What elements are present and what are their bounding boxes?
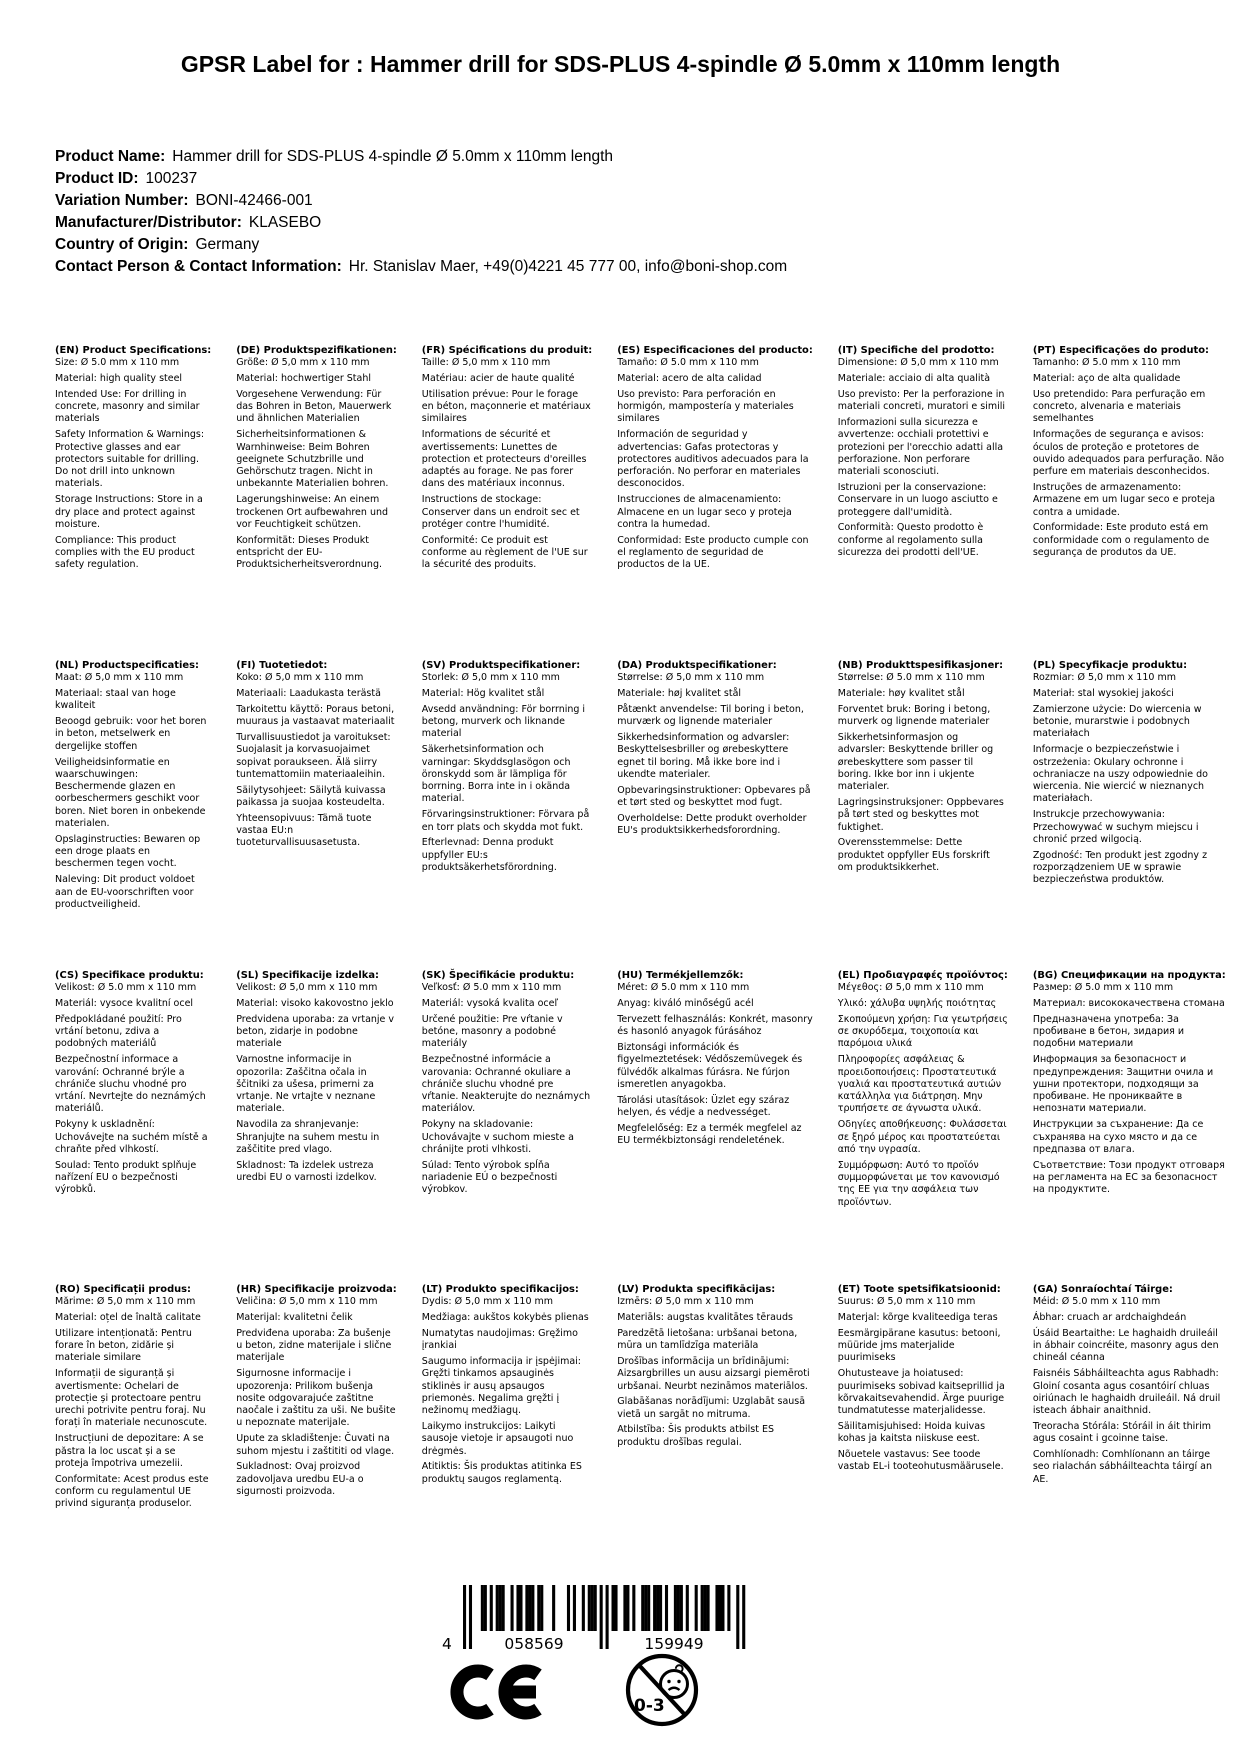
spec-paragraph: Atbilstība: Šis produkts atbilst ES produktu drošības regulai. [617, 1424, 774, 1448]
spec-heading: (GA) Sonraíochtaí Táirge: [1032, 1284, 1173, 1295]
spec-paragraph: Tervezett felhasználás: Konkrét, masonry és hasonló anyagok fúrásához [617, 1013, 813, 1038]
spec-paragraph: Predviđena uporaba: Za bušenje u beton, zidne materijale i slične materijale [236, 1327, 392, 1364]
spec-paragraph: Předpokládané použití: Pro vrtání betonu, zdiva a podobných materiálů [55, 1013, 182, 1050]
spec-heading: (ET) Toote spetsifikatsioonid: [837, 1284, 1001, 1295]
product-field-value: 100237 [145, 170, 198, 187]
age-warning-icon [622, 1650, 702, 1734]
spec-paragraph: Paredzētā lietošana: urbšanai betona, mūra un tamlīdzīga materiāla [617, 1327, 798, 1352]
spec-paragraph: Medžiaga: aukštos kokybės plienas [421, 1312, 589, 1324]
spec-paragraph: Съответствие: Този продукт отговаря на регламента на ЕС за безопасност на продуктите. [1032, 1159, 1225, 1196]
barcode-left-group: 058569 [504, 1635, 564, 1653]
spec-paragraph: Sikkerhedsinformation og advarsler: Beskyttelsesbriller og ørebeskyttere egnet til boring. Må ikke bore ind i ukendte materialer. [617, 731, 790, 780]
age-warning-svg [622, 1650, 702, 1730]
spec-paragraph: Vorgesehene Verwendung: Für das Bohren in Beton, Mauerwerk und ähnlichen Materialien [236, 388, 392, 425]
spec-grid [55, 345, 1226, 1514]
spec-paragraph: Numatytas naudojimas: Gręžimo įrankiai [421, 1327, 578, 1352]
spec-paragraph: Konformität: Dieses Produkt entspricht der EU-Produktsicherheitsverordnung. [236, 534, 382, 571]
spec-paragraph: Υλικό: χάλυβα υψηλής ποιότητας [837, 998, 997, 1010]
spec-paragraph: Tamanho: Ø 5.0 mm x 110 mm [1032, 357, 1181, 369]
spec-paragraph: Overensstemmelse: Dette produktet oppfyller EUs forskrift om produktsikkerhet. [837, 837, 990, 873]
spec-heading: (PT) Especificações do produto: [1032, 345, 1209, 356]
spec-block-en [55, 345, 223, 660]
product-field-value: BONI-42466-001 [195, 192, 313, 209]
product-field-label: Country of Origin: [55, 236, 189, 253]
product-field-label: Variation Number: [55, 192, 189, 209]
spec-paragraph: Nõuetele vastavus: See toode vastab EL-i tooteohutusmäärusele. [837, 1449, 1004, 1473]
spec-paragraph: Instrukcje przechowywania: Przechowywać w suchym miejscu i chronić przed wilgocią. [1032, 809, 1199, 845]
spec-block-el [838, 970, 1020, 1284]
spec-paragraph: Eesmärgipärane kasutus: betooni, müüride jms materjalide puurimiseks [837, 1327, 1001, 1364]
spec-heading: (LV) Produkta specifikācijas: [617, 1284, 776, 1295]
spec-block-hu [617, 970, 825, 1284]
spec-paragraph: Säilitamisjuhised: Hoida kuivas kohas ja kaitsta niiskuse eest. [837, 1420, 986, 1445]
spec-paragraph: Súlad: Tento výrobok spĺňa nariadenie EÚ o bezpečnosti výrobkov. [421, 1159, 558, 1196]
spec-heading: (NL) Productspecificaties: [55, 660, 199, 671]
spec-paragraph: Tarkoitettu käyttö: Poraus betoni, muuraus ja vastaavat materiaalit [236, 703, 395, 728]
spec-paragraph: Инструкции за съхранение: Да се съхранява на сухо място и да се предпазва от влага. [1032, 1119, 1204, 1155]
age-warning-text: 0-3 [634, 1696, 665, 1716]
spec-block-da [617, 660, 825, 970]
spec-paragraph: Οδηγίες αποθήκευσης: Φυλάσσεται σε ξηρό μέρος και προστατεύεται από την υγρασία. [837, 1119, 1007, 1155]
product-field-row [55, 256, 787, 278]
spec-heading: (SK) Špecifikácie produktu: [421, 970, 575, 981]
product-field-value: Hr. Stanislav Maer, +49(0)4221 45 777 00, info@boni-shop.com [348, 258, 788, 275]
spec-paragraph: Glabāšanas norādījumi: Uzglabāt sausā vietā un sargāt no mitruma. [617, 1396, 806, 1420]
spec-paragraph: Material: visoko kakovostno jeklo [236, 998, 394, 1010]
spec-paragraph: Mărime: Ø 5,0 mm x 110 mm [55, 1296, 196, 1308]
spec-paragraph: Saugumo informacija ir įspėjimai: Gręžti tinkamos apsauginės stiklinės ir ausų apsaugos priemonės. Negalima gręžti į nežinomų medžiagų. [421, 1355, 582, 1417]
spec-paragraph: Megfelelőség: Ez a termék megfelel az EU termékbiztonsági rendeletének. [617, 1122, 802, 1147]
spec-paragraph: Compliance: This product complies with the EU product safety regulation. [55, 534, 195, 571]
spec-paragraph: Varnostne informacije in opozorila: Zaščitna očala in ščitniki za ušesa, primerni za vrtanje. Ne vrtajte v neznane materiale. [236, 1054, 376, 1115]
spec-paragraph: Bezpečnostní informace a varování: Ochranné brýle a chrániče sluchu vhodné pro vrtání. Nevrtejte do neznámých materiálů. [55, 1054, 206, 1115]
spec-paragraph: Opbevaringsinstruktioner: Opbevares på et tørt sted og beskyttet mod fugt. [617, 784, 811, 808]
spec-paragraph: Informações de segurança e avisos: óculos de proteção e protetores de ouvido adequados para perfuração. Não perfure em materiais desconhecidos. [1032, 429, 1225, 478]
spec-heading: (HR) Specifikacije proizvoda: [236, 1284, 397, 1295]
spec-block-cs [55, 970, 223, 1284]
spec-paragraph: Materiāls: augstas kvalitātes tērauds [617, 1312, 793, 1324]
spec-paragraph: Velikost: Ø 5,0 mm x 110 mm [236, 982, 378, 994]
spec-paragraph: Dydis: Ø 5,0 mm x 110 mm [421, 1296, 554, 1308]
spec-paragraph: Påtænkt anvendelse: Til boring i beton, murværk og lignende materialer [617, 703, 804, 728]
spec-heading: (DE) Produktspezifikationen: [236, 345, 397, 356]
spec-heading: (FI) Tuotetiedot: [236, 660, 328, 671]
spec-paragraph: Navodila za shranjevanje: Shranjujte na suhem mestu in zaščitite pred vlago. [236, 1119, 380, 1155]
ean13-barcode [430, 1583, 760, 1659]
spec-paragraph: Pokyny k uskladnění: Uchovávejte na suchém místě a chraňte před vlhkostí. [55, 1119, 208, 1155]
barcode-lead-digit: 4 [442, 1635, 452, 1653]
spec-paragraph: Informations de sécurité et avertissements: Lunettes de protection et protecteurs d'oreilles adaptés au forage. Ne pas forer dans des matériaux inconnus. [421, 429, 587, 490]
spec-heading: (SL) Specifikacije izdelka: [236, 970, 379, 981]
spec-paragraph: Instrucciones de almacenamiento: Almacene en un lugar seco y proteja contra la humedad. [617, 494, 792, 530]
spec-block-bg [1033, 970, 1238, 1284]
spec-block-fr [422, 345, 604, 660]
barcode-right-group: 159949 [644, 1635, 704, 1653]
spec-block-es [617, 345, 825, 660]
spec-heading: (SV) Produktspecifikationer: [421, 660, 581, 671]
spec-paragraph: Dimensione: Ø 5,0 mm x 110 mm [837, 357, 999, 369]
spec-heading: (HU) Termékjellemzők: [617, 970, 744, 981]
spec-block-sl [236, 970, 409, 1284]
spec-paragraph: Sukladnost: Ovaj proizvod zadovoljava uredbu EU-a o sigurnosti proizvoda. [236, 1461, 364, 1497]
spec-paragraph: Conformitate: Acest produs este conform cu regulamentul UE privind siguranța produselor. [55, 1473, 209, 1510]
spec-paragraph: Skladnost: Ta izdelek ustreza uredbi EU o varnosti izdelkov. [236, 1159, 377, 1183]
spec-block-lv [617, 1284, 825, 1514]
product-field-row [55, 190, 787, 212]
spec-paragraph: Säkerhetsinformation och varningar: Skyddsglasögon och öronskydd som är lämpliga för borrning. Borra inte in i okända material. [421, 744, 571, 805]
spec-heading: (CS) Specifikace produktu: [55, 970, 204, 981]
product-field-value: Hammer drill for SDS-PLUS 4-spindle Ø 5.0mm x 110mm length [172, 148, 613, 165]
spec-paragraph: Drošības informācija un brīdinājumi: Aizsargbrilles un ausu aizsargi piemēroti urbšanai. Neurbt nezināmos materiālos. [617, 1355, 810, 1392]
spec-paragraph: Size: Ø 5.0 mm x 110 mm [55, 357, 180, 369]
spec-heading: (EL) Προδιαγραφές προϊόντος: [837, 970, 1008, 981]
spec-paragraph: Material: hochwertiger Stahl [236, 373, 372, 385]
spec-paragraph: Materjal: kõrge kvaliteediga teras [837, 1312, 998, 1324]
product-field-row [55, 234, 787, 256]
spec-paragraph: Úsáid Beartaithe: Le haghaidh druileáil in ábhair coincréite, masonry agus den chineál céanna [1032, 1327, 1219, 1364]
spec-paragraph: Instrucțiuni de depozitare: A se păstra la loc uscat și a se proteja împotriva umezelii. [55, 1433, 204, 1469]
product-field-label: Contact Person & Contact Information: [55, 258, 342, 275]
product-field-label: Product ID: [55, 170, 139, 187]
spec-heading: (DA) Produktspecifikationer: [617, 660, 777, 671]
spec-paragraph: Utilisation prévue: Pour le forage en béton, maçonnerie et matériaux similaires [421, 388, 591, 425]
spec-paragraph: Materiál: vysoce kvalitní ocel [55, 998, 194, 1010]
spec-paragraph: Instructions de stockage: Conserver dans un endroit sec et protéger contre l'humidité. [421, 494, 580, 530]
spec-paragraph: Instruções de armazenamento: Armazene em um lugar seco e proteja contra a umidade. [1032, 481, 1216, 518]
spec-paragraph: Размер: Ø 5.0 mm x 110 mm [1032, 982, 1174, 994]
spec-heading: (BG) Спецификации на продукта: [1032, 970, 1226, 981]
spec-paragraph: Sicherheitsinformationen & Warnhinweise: Beim Bohren geeignete Schutzbrille und Gehörschutz tragen. Nicht in unbekannte Materialien bohren. [236, 429, 389, 490]
spec-paragraph: Sigurnosne informacije i upozorenja: Prilikom bušenja nosite odgovarajuće zaštitne naočale i zaštitu za uši. Ne bušite u nepoznate materijale. [236, 1368, 396, 1429]
spec-paragraph: Efterlevnad: Denna produkt uppfyller EU:s produktsäkerhetsförordning. [421, 837, 557, 873]
spec-paragraph: Materiale: høj kvalitet stål [617, 688, 742, 700]
spec-paragraph: Opslaginstructies: Bewaren op een droge plaats en beschermen tegen vocht. [55, 833, 201, 870]
spec-paragraph: Zgodność: Ten produkt jest zgodny z rozporządzeniem UE w sprawie bezpieczeństwa produktów. [1032, 849, 1208, 886]
spec-paragraph: Istruzioni per la conservazione: Conservare in un luogo asciutto e proteggere dall'umidità. [837, 481, 998, 518]
spec-paragraph: Sikkerhetsinformasjon og advarsler: Beskyttende briller og ørebeskyttere som passer til boring. Ikke bor inn i ukjente materialer. [837, 731, 994, 793]
spec-paragraph: Μέγεθος: Ø 5,0 mm x 110 mm [837, 982, 984, 994]
spec-paragraph: Informații de siguranță și avertismente: Ochelari de protecție și protectoare pentru urechi potrivite pentru foraj. Nu forați în materiale necunoscute. [55, 1368, 208, 1429]
spec-paragraph: Safety Information & Warnings: Protective glasses and ear protectors suitable for drilling. Do not drill into unknown materials. [55, 429, 205, 490]
spec-paragraph: Atitiktis: Šis produktas atitinka ES produktų saugos reglamentą. [421, 1461, 582, 1485]
spec-heading: (LT) Produkto specifikacijos: [421, 1284, 579, 1295]
spec-paragraph: Информация за безопасност и предупреждения: Защитни очила и ушни протектори, подходящи за пробиване. Не прониквайте в непознати материали. [1032, 1054, 1214, 1115]
spec-paragraph: Materiál: vysoká kvalita oceľ [421, 998, 559, 1010]
spec-paragraph: Storlek: Ø 5,0 mm x 110 mm [421, 672, 560, 684]
spec-heading: (FR) Spécifications du produit: [421, 345, 593, 356]
spec-paragraph: Lagerungshinweise: An einem trockenen Ort aufbewahren und vor Feuchtigkeit schützen. [236, 494, 389, 530]
spec-paragraph: Conformidad: Este producto cumple con el reglamento de seguridad de productos de la UE. [617, 534, 809, 571]
spec-paragraph: Comhlíonadh: Comhlíonann an táirge seo rialachán sábháilteachta táirgí an AE. [1032, 1449, 1212, 1485]
spec-paragraph: Veľkosť: Ø 5.0 mm x 110 mm [421, 982, 562, 994]
spec-paragraph: Utilizare intenționată: Pentru forare în beton, zidărie și materiale similare [55, 1327, 192, 1364]
spec-paragraph: Avsedd användning: För borrning i betong, murverk och liknande material [421, 703, 586, 740]
spec-block-pt [1033, 345, 1238, 660]
spec-paragraph: Tárolási utasítások: Üzlet egy száraz helyen, és védje a nedvességet. [617, 1094, 790, 1118]
spec-heading: (PL) Specyfikacje produktu: [1032, 660, 1188, 671]
product-field-label: Product Name: [55, 148, 166, 165]
spec-paragraph: Predvidena uporaba: za vrtanje v beton, zidarje in podobne materiale [236, 1013, 395, 1050]
spec-heading: (EN) Product Specifications: [55, 345, 212, 356]
spec-paragraph: Material: high quality steel [55, 373, 183, 385]
spec-block-et [838, 1284, 1020, 1514]
spec-paragraph: Материал: висококачествена стомана [1032, 998, 1225, 1010]
spec-paragraph: Naleving: Dit product voldoet aan de EU-voorschriften voor productveiligheid. [55, 874, 195, 910]
spec-paragraph: Materijal: kvalitetni čelik [236, 1312, 353, 1324]
spec-paragraph: Biztonsági információk és figyelmeztetések: Védőszemüvegek és fülvédők alkalmas fúrásra. Ne fúrjon ismeretlen anyagokba. [617, 1041, 803, 1090]
spec-paragraph: Veiligheidsinformatie en waarschuwingen: Beschermende glazen en oorbeschermers geschikt voor boren. Niet boren in onbekende materialen. [55, 756, 206, 830]
spec-paragraph: Størrelse: Ø 5,0 mm x 110 mm [617, 672, 765, 684]
barcode-svg [430, 1583, 760, 1655]
spec-paragraph: Material: Hög kvalitet stål [421, 688, 545, 700]
spec-paragraph: Materiale: acciaio di alta qualità [837, 373, 991, 385]
spec-paragraph: Koko: Ø 5,0 mm x 110 mm [236, 672, 364, 684]
spec-paragraph: Conformidade: Este produto está em conformidade com o regulamento de segurança de produtos da UE. [1032, 522, 1210, 558]
spec-paragraph: Material: acero de alta calidad [617, 373, 762, 385]
spec-paragraph: Συμμόρφωση: Αυτό το προϊόν συμμορφώνεται με τον κανονισμό της ΕΕ για την ασφάλεια των προϊόντων. [837, 1159, 1000, 1208]
spec-paragraph: Informacje o bezpieczeństwie i ostrzeżenia: Okulary ochronne i ochraniacze na uszy odpowiednie do wiercenia. Nie wiercić w nieznanych materiałach. [1032, 744, 1208, 805]
spec-paragraph: Storage Instructions: Store in a dry place and protect against moisture. [55, 494, 203, 530]
spec-paragraph: Uso previsto: Per la perforazione in materiali concreti, muratori e simili [837, 388, 1006, 413]
spec-paragraph: Uso pretendido: Para perfuração em concreto, alvenaria e materiais semelhantes [1032, 388, 1206, 425]
spec-paragraph: Turvallisuustiedot ja varoitukset: Suojalasit ja korvasuojaimet sopivat poraukseen. Älä siirry tuntemattomiin materiaaleihin. [236, 731, 391, 780]
spec-paragraph: Suurus: Ø 5,0 mm x 110 mm [837, 1296, 976, 1308]
spec-paragraph: Informazioni sulla sicurezza e avvertenze: occhiali protettivi e protezioni per l'orecchio adatti alla perforazione. Non perforare materiali sconosciuti. [837, 416, 1004, 478]
spec-paragraph: Rozmiar: Ø 5,0 mm x 110 mm [1032, 672, 1176, 684]
spec-paragraph: Forventet bruk: Boring i betong, murverk og lignende materialer [837, 703, 991, 728]
ce-mark-icon [450, 1659, 550, 1729]
spec-block-ro [55, 1284, 223, 1514]
spec-paragraph: Uso previsto: Para perforación en hormigón, mampostería y materiales similares [617, 388, 794, 425]
spec-paragraph: Información de seguridad y advertencias: Gafas protectoras y protectores auditivos adecuados para la perforación. No perforar en materiales desconocidos. [617, 429, 809, 490]
spec-paragraph: Pokyny na skladovanie: Uchovávajte v suchom mieste a chránijte proti vlhkosti. [421, 1119, 574, 1155]
spec-paragraph: Størrelse: Ø 5.0 mm x 110 mm [837, 672, 985, 684]
spec-paragraph: Beoogd gebruik: voor het boren in beton, metselwerk en dergelijke stoffen [55, 716, 207, 752]
spec-paragraph: Material: oțel de înaltă calitate [55, 1312, 201, 1324]
spec-paragraph: Faisnéis Sábháilteachta agus Rabhadh: Gloiní cosanta agus cosantóirí chluas oiriúnach le haghaidh druileáil. Ná druil isteach ábhair anaithnid. [1032, 1368, 1221, 1417]
spec-paragraph: Zamierzone użycie: Do wiercenia w betonie, murarstwie i podobnych materiałach [1032, 703, 1202, 740]
spec-paragraph: Größe: Ø 5,0 mm x 110 mm [236, 357, 370, 369]
spec-paragraph: Treoracha Stórála: Stóráil in áit thirim agus cosaint i gcoinne taise. [1032, 1420, 1212, 1445]
spec-paragraph: Upute za skladištenje: Čuvati na suhom mjestu i zaštititi od vlage. [236, 1433, 395, 1457]
spec-paragraph: Materiaali: Laadukasta terästä [236, 688, 381, 700]
product-field-value: KLASEBO [248, 214, 322, 231]
spec-block-lt [422, 1284, 604, 1514]
spec-paragraph: Πληροφορίες ασφάλειας & προειδοποιήσεις: Προστατευτικά γυαλιά και προστατευτικά αυτιών κατάλληλα για διάτρηση. Μην τρυπήσετε σε άγνωστα υλικά. [837, 1054, 1002, 1115]
spec-block-fi [236, 660, 409, 970]
spec-paragraph: Určené použitie: Pre vŕtanie v betóne, masonry a podobné materiály [421, 1013, 563, 1050]
spec-block-sv [422, 660, 604, 970]
spec-paragraph: Veličina: Ø 5,0 mm x 110 mm [236, 1296, 378, 1308]
spec-paragraph: Ohutusteave ja hoiatused: puurimiseks sobivad kaitseprillid ja kõrvakaitsevahendid. Ärge puurige tundmatutesse materjalidesse. [837, 1368, 1005, 1417]
spec-heading: (ES) Especificaciones del producto: [617, 345, 813, 356]
spec-block-sk [422, 970, 604, 1284]
spec-paragraph: Conformité: Ce produit est conforme au règlement de l'UE sur la sécurité des produits. [421, 534, 588, 571]
product-field-row [55, 146, 787, 168]
spec-block-it [838, 345, 1020, 660]
spec-paragraph: Tamaño: Ø 5.0 mm x 110 mm [617, 357, 759, 369]
spec-paragraph: Yhteensopivuus: Tämä tuote vastaa EU:n tuoteturvallisuusasetusta. [236, 812, 372, 849]
spec-paragraph: Soulad: Tento produkt splňuje nařízení EU o bezpečnosti výrobků. [55, 1159, 197, 1196]
product-field-row [55, 168, 787, 190]
product-field-row [55, 212, 787, 234]
spec-paragraph: Lagringsinstruksjoner: Oppbevares på tørt sted og beskyttes mot fuktighet. [837, 796, 1004, 833]
spec-paragraph: Förvaringsinstruktioner: Förvara på en torr plats och skydda mot fukt. [421, 809, 590, 833]
spec-paragraph: Material: aço de alta qualidade [1032, 373, 1181, 385]
spec-paragraph: Maat: Ø 5,0 mm x 110 mm [55, 672, 184, 684]
ce-mark-svg [450, 1659, 550, 1725]
spec-paragraph: Velikost: Ø 5.0 mm x 110 mm [55, 982, 197, 994]
spec-paragraph: Materiaal: staal van hoge kwaliteit [55, 688, 176, 712]
spec-paragraph: Σκοπούμενη χρήση: Για γεωτρήσεις σε σκυρόδεμα, τοιχοποιία και παρόμοια υλικά [837, 1013, 1008, 1050]
spec-paragraph: Overholdelse: Dette produkt overholder EU's produktsikkerhedsforordning. [617, 812, 807, 837]
spec-heading: (NB) Produkttspesifikasjoner: [837, 660, 1004, 671]
spec-paragraph: Taille: Ø 5,0 mm x 110 mm [421, 357, 551, 369]
spec-paragraph: Предназначена употреба: За пробиване в бетон, зидария и подобни материали [1032, 1013, 1185, 1050]
spec-paragraph: Conformità: Questo prodotto è conforme al regolamento sulla sicurezza dei prodotti dell'UE. [837, 522, 984, 558]
spec-block-nb [838, 660, 1020, 970]
spec-paragraph: Bezpečnostné informácie a varovania: Ochranné okuliare a chrániče sluchu vhodné pre vŕtanie. Neakterujte do neznámych materiálov. [421, 1054, 591, 1115]
page-title: GPSR Label for : Hammer drill for SDS-PLUS 4-spindle Ø 5.0mm x 110mm length [180, 51, 1061, 77]
spec-block-ga [1033, 1284, 1238, 1514]
spec-paragraph: Laikymo instrukcijos: Laikyti sausoje vietoje ir apsaugoti nuo drėgmės. [421, 1420, 574, 1457]
spec-block-pl [1033, 660, 1238, 970]
spec-heading: (RO) Specificații produs: [55, 1284, 191, 1295]
spec-paragraph: Materiale: høy kvalitet stål [837, 688, 965, 700]
spec-paragraph: Méret: Ø 5.0 mm x 110 mm [617, 982, 750, 994]
product-info [55, 146, 787, 278]
spec-paragraph: Anyag: kiváló minőségű acél [617, 998, 754, 1010]
spec-heading: (IT) Specifiche del prodotto: [837, 345, 995, 356]
spec-paragraph: Säilytysohjeet: Säilytä kuivassa paikassa ja suojaa kosteudelta. [236, 784, 386, 808]
spec-block-hr [236, 1284, 409, 1514]
product-field-label: Manufacturer/Distributor: [55, 214, 242, 231]
spec-paragraph: Izmērs: Ø 5,0 mm x 110 mm [617, 1296, 754, 1308]
spec-block-nl [55, 660, 223, 970]
spec-paragraph: Ábhar: cruach ar ardchaighdeán [1032, 1312, 1187, 1324]
product-field-value: Germany [195, 236, 260, 253]
spec-paragraph: Méid: Ø 5.0 mm x 110 mm [1032, 1296, 1161, 1308]
spec-paragraph: Materiał: stal wysokiej jakości [1032, 688, 1174, 700]
spec-block-de [236, 345, 409, 660]
spec-paragraph: Matériau: acier de haute qualité [421, 373, 575, 385]
spec-paragraph: Intended Use: For drilling in concrete, masonry and similar materials [55, 388, 200, 425]
